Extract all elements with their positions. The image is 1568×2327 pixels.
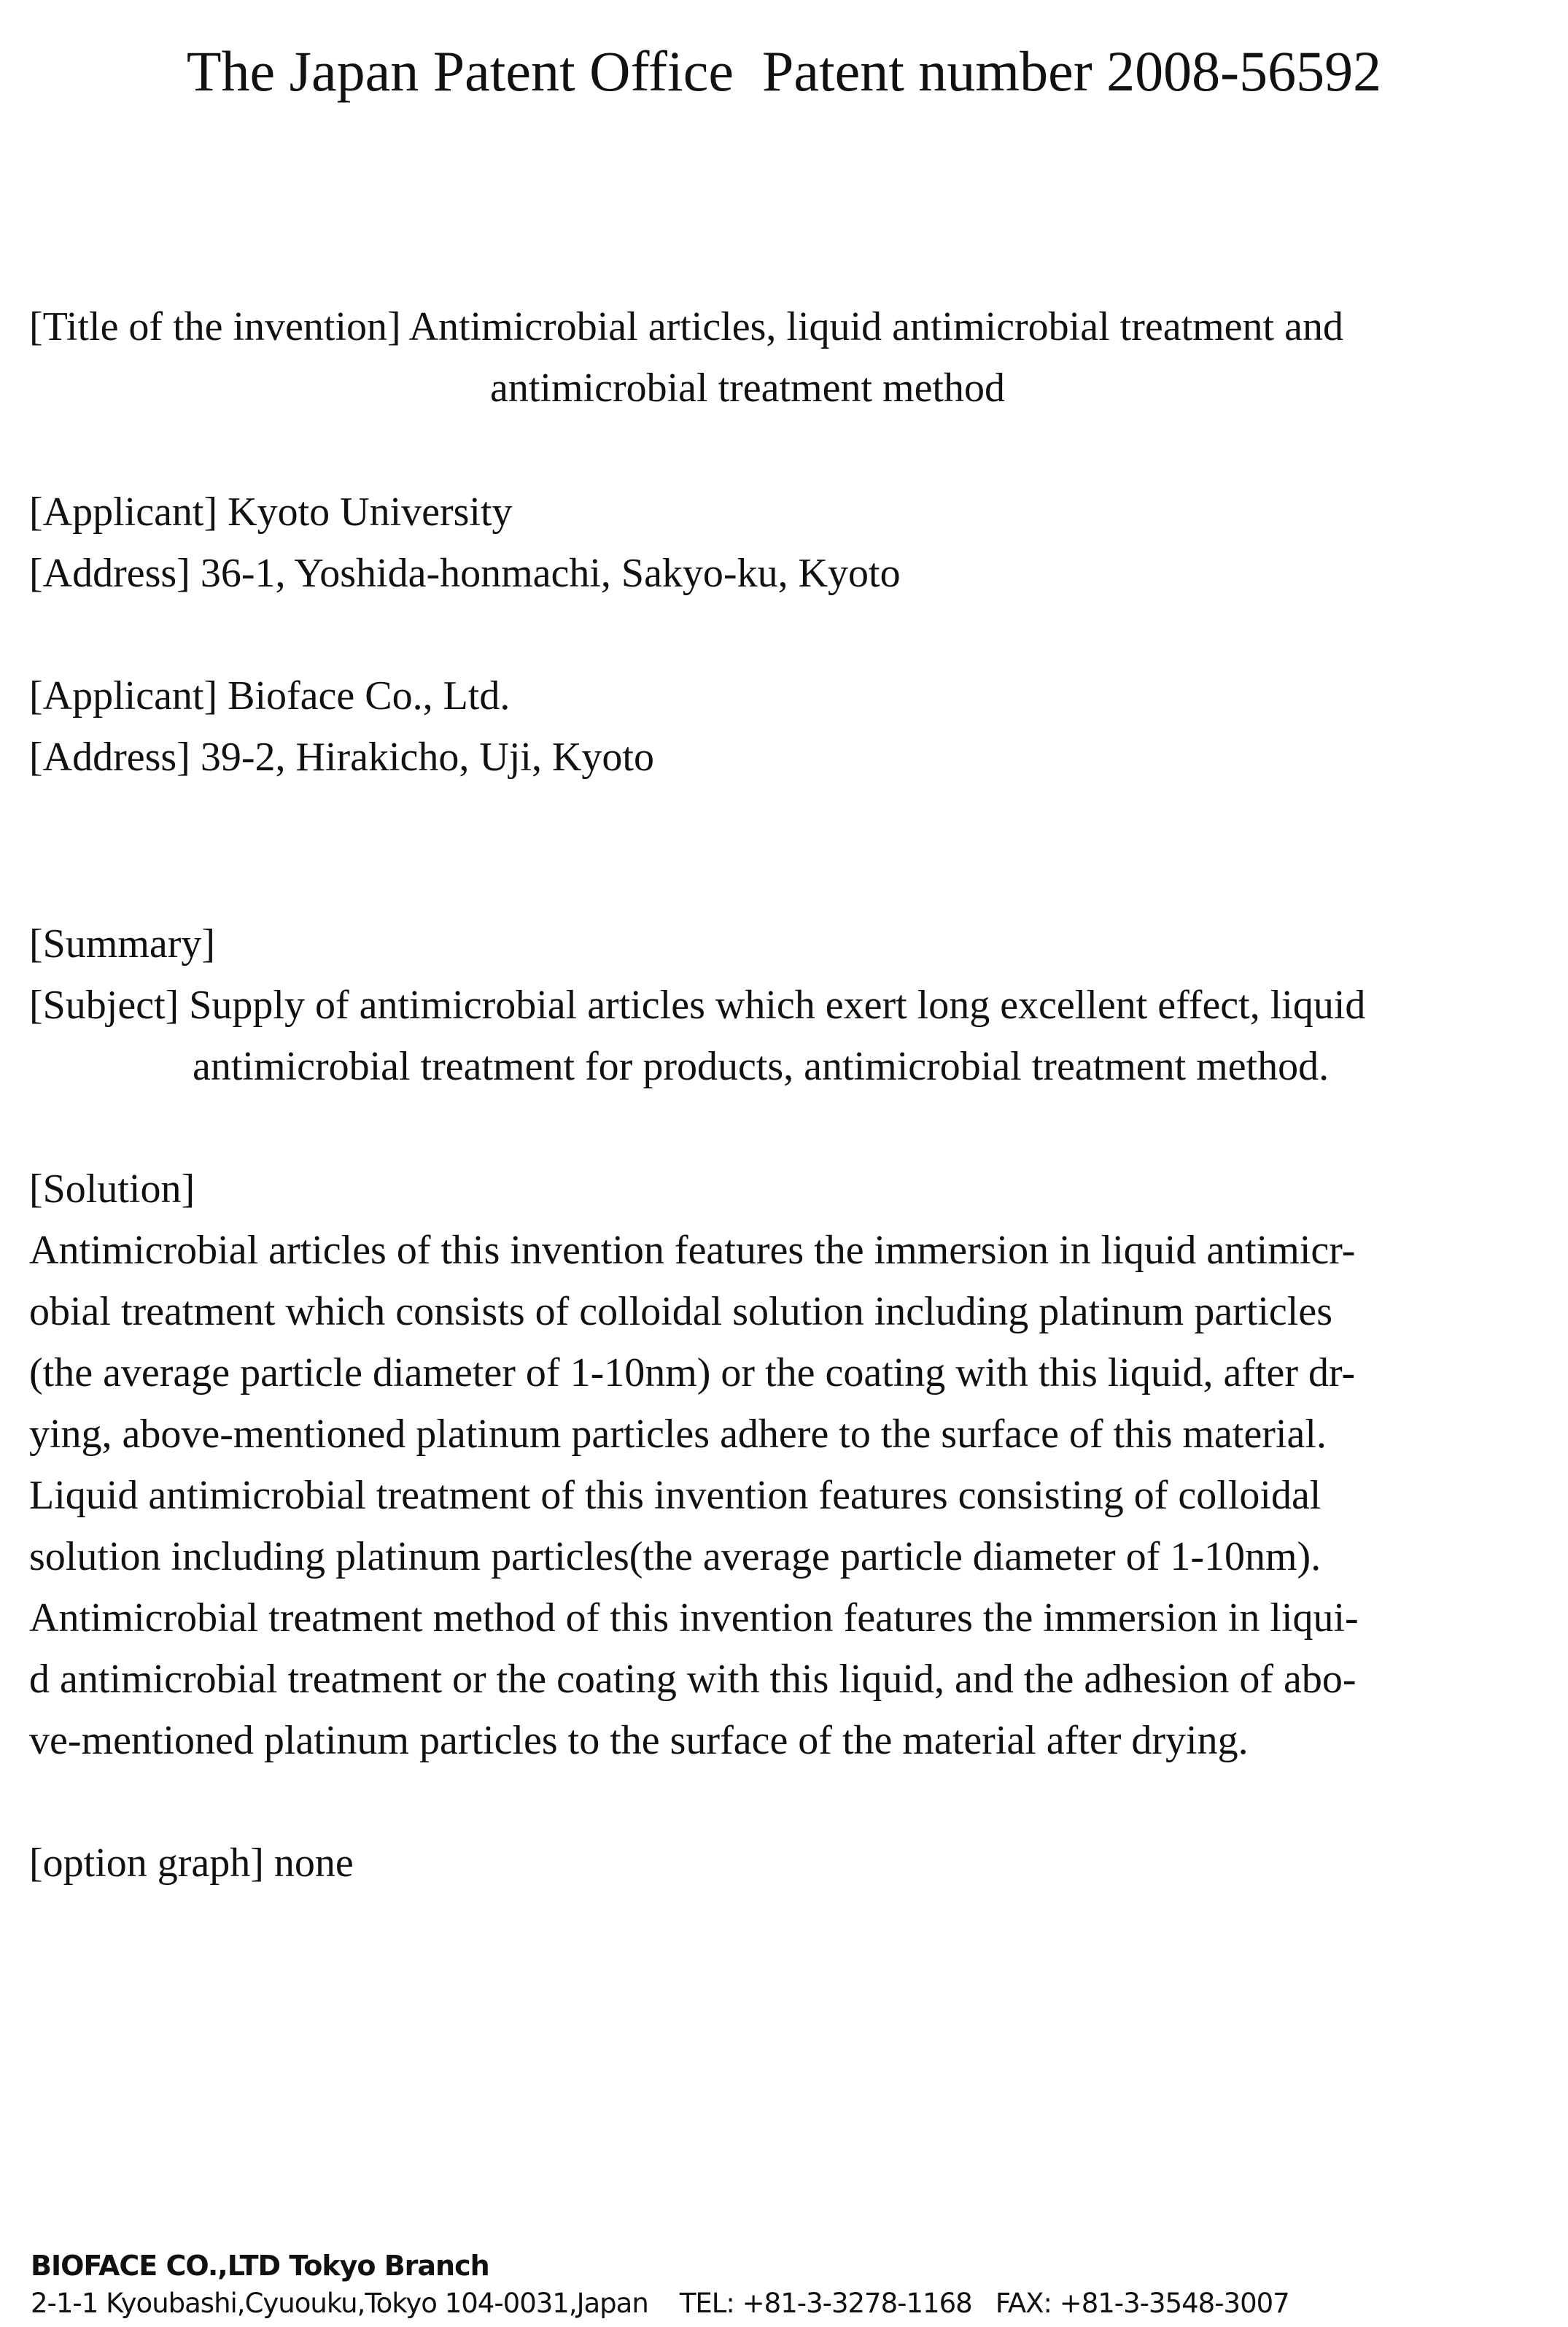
solution-line-7: Antimicrobial treatment method of this invention features the immersion in liqui- <box>29 1595 1359 1641</box>
subject-line-1: [Subject] Supply of antimicrobial articles which exert long excellent effect, liquid <box>29 983 1366 1028</box>
solution-line-9: ve-mentioned platinum particles to the surface of the material after drying. <box>29 1718 1249 1763</box>
address-2: [Address] 39-2, Hirakicho, Uji, Kyoto <box>29 735 654 780</box>
applicant-2: [Applicant] Bioface Co., Ltd. <box>29 673 511 719</box>
solution-line-3: (the average particle diameter of 1-10nm) or the coating with this liquid, after dr- <box>29 1350 1356 1395</box>
solution-line-6: solution including platinum particles(the average particle diameter of 1-10nm). <box>29 1534 1321 1579</box>
solution-line-4: ying, above-mentioned platinum particles adhere to the surface of this material. <box>29 1412 1327 1457</box>
option-graph: [option graph] none <box>29 1840 354 1886</box>
summary-heading: [Summary] <box>29 921 216 967</box>
solution-line-2: obial treatment which consists of colloidal solution including platinum particles <box>29 1289 1332 1334</box>
footer-contact: 2-1-1 Kyoubashi,Cyuouku,Tokyo 104-0031,Japan TEL: +81-3-3278-1168 FAX: +81-3-3548-3007 <box>31 2288 1289 2319</box>
document-title: The Japan Patent Office Patent number 2008-56592 <box>186 39 1382 103</box>
invention-title-line-1: [Title of the invention] Antimicrobial articles, liquid antimicrobial treatment and <box>29 304 1343 349</box>
address-1: [Address] 36-1, Yoshida-honmachi, Sakyo-ku, Kyoto <box>29 551 901 596</box>
solution-heading: [Solution] <box>29 1166 195 1212</box>
solution-line-1: Antimicrobial articles of this invention features the immersion in liquid antimicr- <box>29 1228 1356 1273</box>
invention-title-line-2: antimicrobial treatment method <box>490 365 1005 411</box>
applicant-1: [Applicant] Kyoto University <box>29 489 513 535</box>
subject-line-2: antimicrobial treatment for products, antimicrobial treatment method. <box>193 1044 1330 1089</box>
solution-line-8: d antimicrobial treatment or the coating with this liquid, and the adhesion of abo- <box>29 1657 1357 1702</box>
solution-line-5: Liquid antimicrobial treatment of this invention features consisting of colloidal <box>29 1473 1321 1518</box>
footer-company: BIOFACE CO.,LTD Tokyo Branch <box>31 2250 489 2282</box>
